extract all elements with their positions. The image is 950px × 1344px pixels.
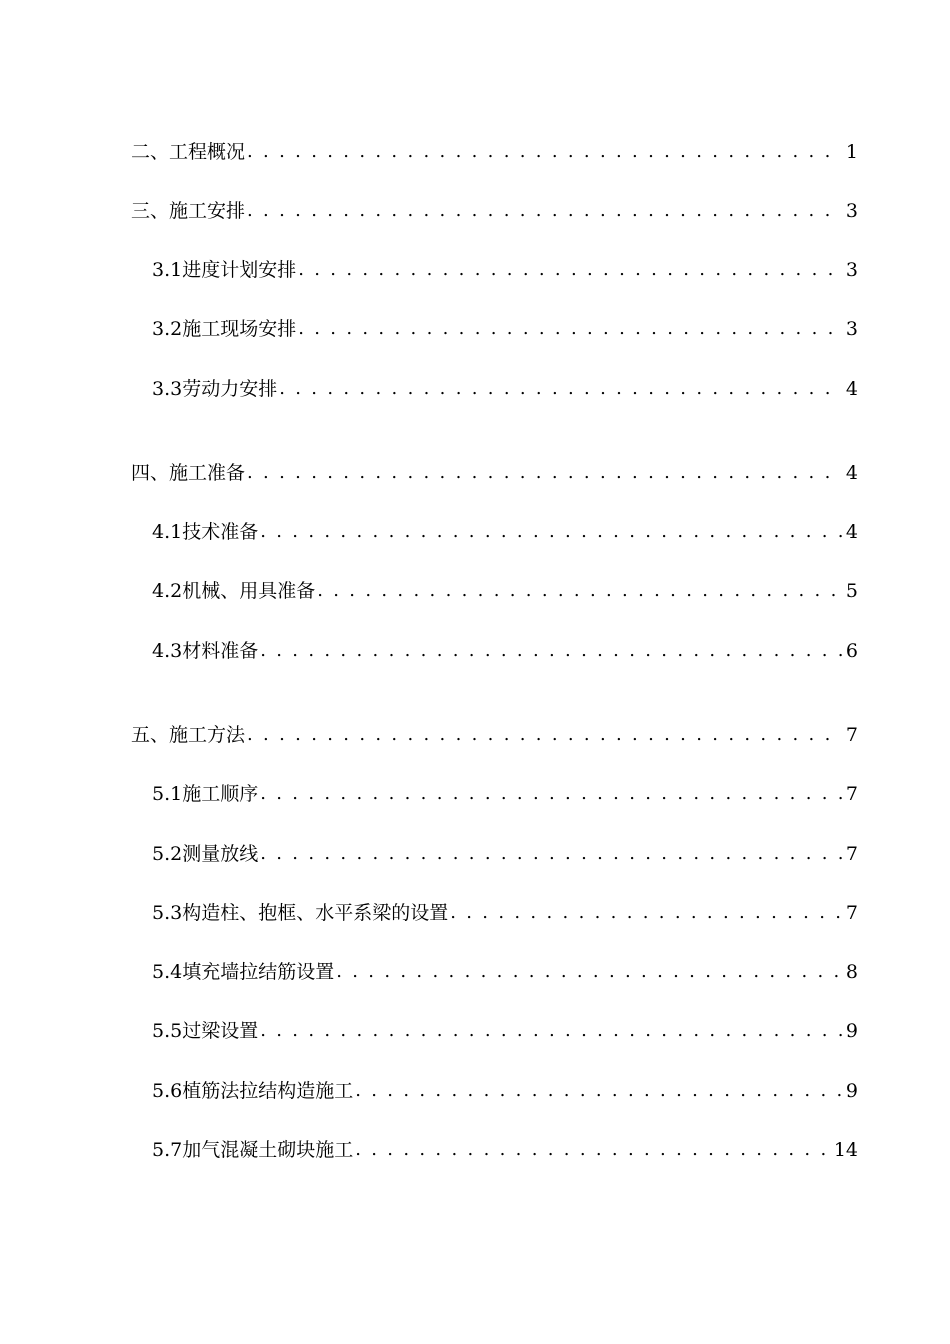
toc-entry-page: 4 [845,462,858,484]
toc-dot-leader [260,840,842,868]
toc-entry-title: 3.3劳动力安排 [152,378,278,400]
toc-dot-leader [260,780,842,808]
toc-entry-title: 5.5过梁设置 [152,1020,259,1042]
toc-entry-title: 4.2机械、用具准备 [152,580,316,602]
toc-entry-title: 5.4填充墙拉结筋设置 [152,961,335,983]
toc-dot-leader [450,899,842,927]
toc-entry-page: 8 [845,961,858,983]
toc-entry-4-2[interactable] [152,577,858,605]
toc-entry-title: 四、施工准备 [131,462,246,484]
toc-dot-leader [247,459,842,487]
toc-entry-page: 3 [845,259,858,281]
toc-entry-page: 7 [845,724,858,746]
toc-dot-leader [336,958,842,986]
toc-dot-leader [260,637,842,665]
toc-entry-title: 3.2施工现场安排 [152,318,297,340]
toc-entry-page: 4 [845,378,858,400]
toc-entry-4-3[interactable] [152,637,858,665]
toc-dot-leader [298,256,842,284]
toc-entry-5-4[interactable] [152,958,858,986]
toc-dot-leader [247,138,842,166]
toc-entry-5-6[interactable] [152,1077,858,1105]
toc-dot-leader [247,721,842,749]
toc-entry-page: 9 [845,1080,858,1102]
toc-entry-page: 1 [845,141,858,163]
toc-entry-page: 9 [845,1020,858,1042]
toc-dot-leader [247,197,842,225]
toc-entry-section-3[interactable] [131,197,858,225]
toc-entry-title: 5.3构造柱、抱框、水平系梁的设置 [152,902,449,924]
toc-entry-page: 3 [845,318,858,340]
toc-entry-section-5[interactable] [131,721,858,749]
toc-entry-title: 5.1施工顺序 [152,783,259,805]
toc-entry-title: 5.6植筋法拉结构造施工 [152,1080,354,1102]
toc-dot-leader [317,577,842,605]
toc-entry-page: 3 [845,200,858,222]
toc-entry-title: 4.3材料准备 [152,640,259,662]
toc-entry-title: 4.1技术准备 [152,521,259,543]
toc-dot-leader [298,315,842,343]
toc-entry-page: 7 [845,902,858,924]
toc-entry-title: 三、施工安排 [131,200,246,222]
toc-entry-page: 14 [833,1139,858,1161]
toc-entry-section-2[interactable] [131,138,858,166]
toc-entry-4-1[interactable] [152,518,858,546]
toc-dot-leader [355,1136,830,1164]
toc-dot-leader [260,1017,842,1045]
toc-entry-title: 五、施工方法 [131,724,246,746]
toc-entry-page: 4 [845,521,858,543]
toc-dot-leader [279,375,842,403]
toc-entry-5-1[interactable] [152,780,858,808]
toc-entry-page: 7 [845,843,858,865]
toc-entry-section-4[interactable] [131,459,858,487]
toc-entry-title: 二、工程概况 [131,141,246,163]
toc-entry-page: 7 [845,783,858,805]
toc-entry-page: 6 [845,640,858,662]
toc-entry-title: 3.1进度计划安排 [152,259,297,281]
toc-entry-5-7[interactable] [152,1136,858,1164]
toc-entry-page: 5 [845,580,858,602]
toc-entry-5-3[interactable] [152,899,858,927]
toc-entry-5-5[interactable] [152,1017,858,1045]
toc-entry-title: 5.7加气混凝土砌块施工 [152,1139,354,1161]
toc-entry-3-3[interactable] [152,375,858,403]
toc-entry-5-2[interactable] [152,840,858,868]
toc-dot-leader [260,518,842,546]
toc-entry-3-1[interactable] [152,256,858,284]
toc-entry-3-2[interactable] [152,315,858,343]
toc-entry-title: 5.2测量放线 [152,843,259,865]
toc-dot-leader [355,1077,842,1105]
